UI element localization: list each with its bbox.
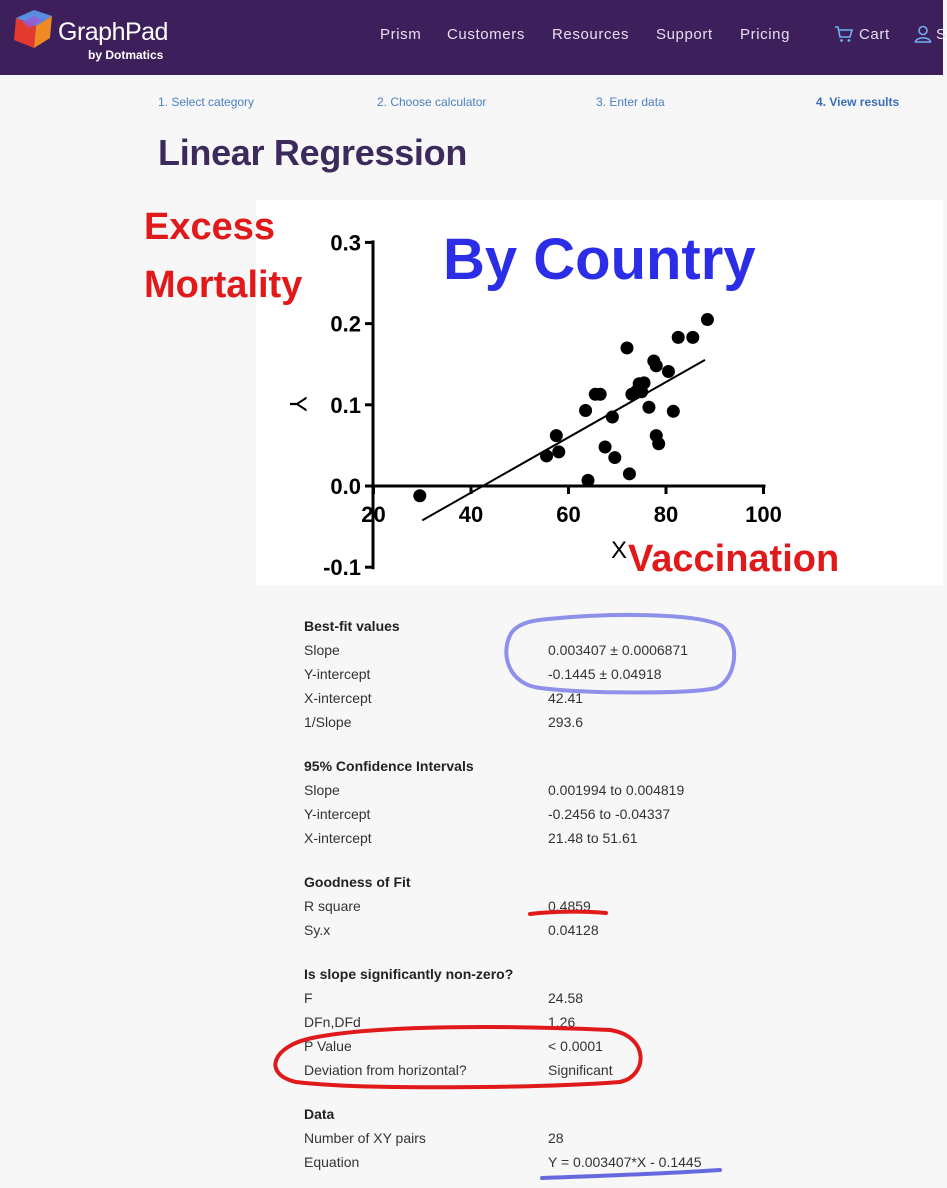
- y-tick-label: -0.1: [323, 555, 361, 581]
- data-point: [582, 474, 595, 487]
- logo-subtitle: by Dotmatics: [88, 48, 164, 62]
- row-value: 28: [548, 1130, 564, 1146]
- data-point: [662, 365, 675, 378]
- data-point: [594, 388, 607, 401]
- row-value: Significant: [548, 1062, 613, 1078]
- data-point: [686, 331, 699, 344]
- data-point: [652, 437, 665, 450]
- row-label: DFn,DFd: [304, 1014, 361, 1030]
- row-label: Equation: [304, 1154, 360, 1170]
- data-point: [621, 341, 634, 354]
- graphpad-logo[interactable]: [12, 6, 172, 66]
- nav-pricing[interactable]: Pricing: [740, 26, 791, 43]
- x-tick-label: 60: [556, 502, 581, 527]
- row-value: 24.58: [548, 990, 584, 1006]
- row-value: < 0.0001: [548, 1038, 603, 1054]
- graphpad-logo-icon: [12, 8, 56, 50]
- row-value: 0.003407 ± 0.0006871: [548, 642, 689, 658]
- section-significance-title: Is slope significantly non-zero?: [304, 966, 514, 982]
- nav-support[interactable]: Support: [656, 26, 713, 43]
- y-tick-label: 0.3: [330, 230, 361, 256]
- y-tick-label: 0.1: [330, 392, 361, 418]
- nav-resources[interactable]: Resources: [552, 26, 630, 43]
- row-label: Deviation from horizontal?: [304, 1062, 467, 1078]
- step-enter-data[interactable]: 3. Enter data: [596, 95, 665, 109]
- row-value: 21.48 to 51.61: [548, 830, 638, 846]
- data-point: [540, 449, 553, 462]
- row-label: R square: [304, 898, 361, 914]
- row-label: 1/Slope: [304, 714, 352, 730]
- row-value: Y = 0.003407*X - 0.1445: [548, 1154, 702, 1170]
- nav-customers[interactable]: Customers: [447, 26, 525, 43]
- nav-prism[interactable]: Prism: [380, 26, 422, 43]
- data-point: [642, 401, 655, 414]
- x-tick-label: 80: [653, 502, 679, 527]
- data-point: [552, 445, 565, 458]
- row-label: X-intercept: [304, 830, 372, 846]
- data-point: [550, 429, 563, 442]
- data-point: [608, 451, 621, 464]
- annotation-vaccination: Vaccination: [628, 538, 840, 580]
- data-point: [650, 359, 663, 372]
- y-axis-label: Y: [284, 395, 311, 413]
- nav-user[interactable]: S: [936, 26, 947, 43]
- top-navigation-bar: [0, 0, 947, 75]
- x-axis-label: X: [610, 537, 628, 564]
- data-point: [633, 377, 646, 390]
- step-select-category[interactable]: 1. Select category: [158, 95, 255, 109]
- logo-name: GraphPad: [58, 18, 168, 46]
- x-tick-label: 100: [745, 502, 782, 527]
- row-label: P Value: [304, 1038, 352, 1054]
- blue-underline-equation: [542, 1170, 720, 1178]
- data-point: [599, 441, 612, 454]
- y-tick-label: 0.2: [330, 311, 361, 337]
- row-value: -0.1445 ± 0.04918: [548, 666, 662, 682]
- data-point: [701, 313, 714, 326]
- row-value: 293.6: [548, 714, 584, 730]
- row-value: -0.2456 to -0.04337: [548, 806, 671, 822]
- step-view-results: 4. View results: [816, 95, 900, 109]
- x-tick-label: 40: [458, 502, 484, 527]
- data-point: [579, 404, 592, 417]
- data-point: [667, 405, 680, 418]
- user-icon[interactable]: [913, 24, 933, 44]
- section-ci-title: 95% Confidence Intervals: [304, 758, 474, 774]
- red-significance-loop: [275, 1027, 640, 1087]
- data-point: [623, 467, 636, 480]
- data-point: [672, 331, 685, 344]
- row-label: Number of XY pairs: [304, 1130, 426, 1146]
- row-value: 0.001994 to 0.004819: [548, 782, 685, 798]
- row-label: X-intercept: [304, 690, 372, 706]
- row-value: 0.04128: [548, 922, 599, 938]
- cart-icon[interactable]: [834, 24, 854, 44]
- data-point: [606, 410, 619, 423]
- data-point: [413, 489, 426, 502]
- section-best-fit-title: Best-fit values: [304, 618, 400, 634]
- row-value: 0.4859: [548, 898, 591, 914]
- row-label: F: [304, 990, 313, 1006]
- row-label: Sy.x: [304, 922, 331, 938]
- y-tick-label: 0.0: [330, 474, 361, 499]
- row-value: 1,26: [548, 1014, 576, 1030]
- x-tick-label: 20: [361, 502, 386, 527]
- row-label: Y-intercept: [304, 806, 371, 822]
- row-label: Slope: [304, 782, 340, 798]
- page-title: Linear Regression: [158, 132, 468, 173]
- step-choose-calculator[interactable]: 2. Choose calculator: [377, 95, 487, 109]
- row-label: Slope: [304, 642, 340, 658]
- nav-cart[interactable]: Cart: [859, 26, 890, 43]
- section-data-title: Data: [304, 1106, 335, 1122]
- annotation-by-country: By Country: [443, 227, 756, 292]
- section-goodness-title: Goodness of Fit: [304, 874, 411, 890]
- row-value: 42.41: [548, 690, 584, 706]
- annotation-excess: Excess: [144, 206, 276, 248]
- row-label: Y-intercept: [304, 666, 371, 682]
- annotation-mortality: Mortality: [144, 264, 303, 306]
